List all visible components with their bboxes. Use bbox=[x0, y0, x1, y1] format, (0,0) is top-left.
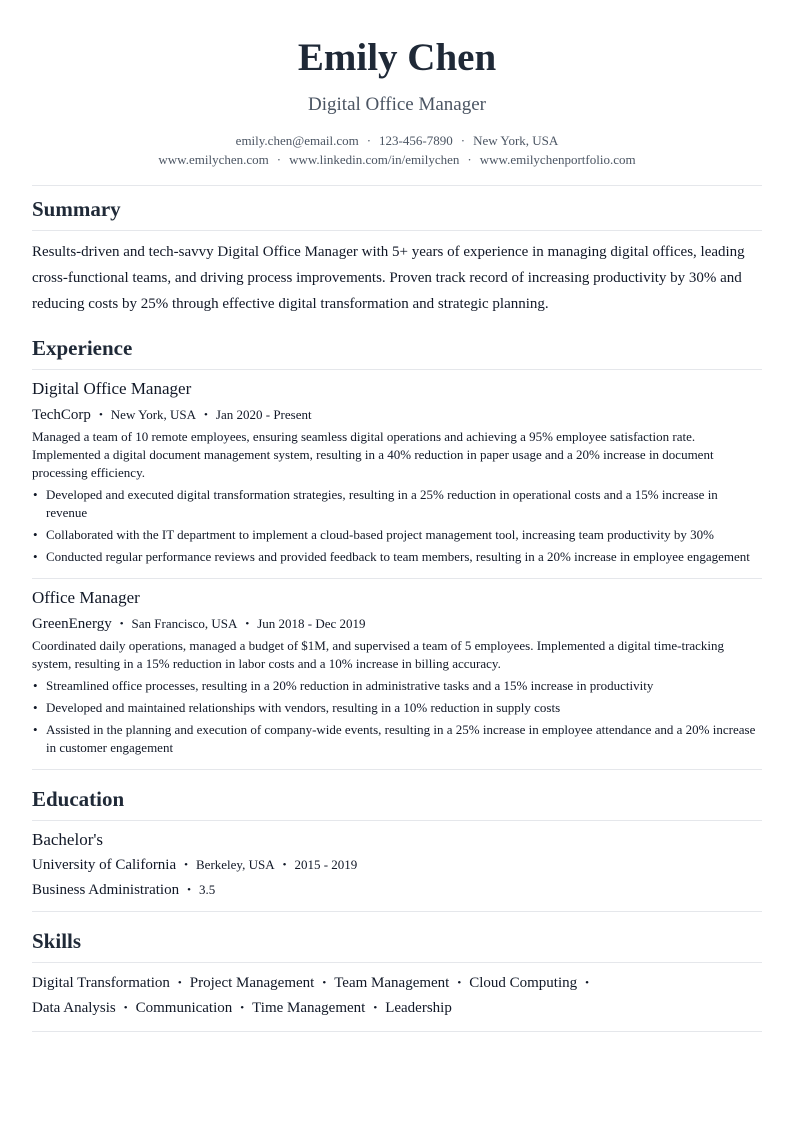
job-location: New York, USA bbox=[110, 407, 197, 422]
skills-heading: Skills bbox=[32, 929, 82, 953]
job-achievements bbox=[32, 677, 762, 757]
divider bbox=[32, 1031, 762, 1032]
bullet-dot: • bbox=[98, 409, 103, 421]
skill-item: Digital Transformation bbox=[32, 975, 170, 991]
list-item-text: Developed and executed digital transformation strategies, resulting in a 25% reduction in operational costs and a 15% increase in revenue bbox=[46, 487, 718, 520]
job-description: Coordinated daily operations, managed a budget of $1M, and supervised a team of 5 employees. Implemented a digital time-tracking system, resulting in a 15% reduction in labor costs and a 10% increase in billing accuracy. bbox=[32, 638, 725, 671]
skills-section-head bbox=[32, 912, 762, 962]
bullet-dot: • bbox=[33, 722, 38, 737]
education-entry bbox=[32, 821, 762, 911]
divider bbox=[32, 230, 762, 231]
list-item bbox=[32, 721, 762, 757]
bullet-dot: • bbox=[33, 700, 38, 715]
job-entry-techcorp bbox=[32, 370, 762, 578]
field-line bbox=[32, 879, 762, 901]
bullet-dot: • bbox=[204, 409, 208, 421]
list-item-text: Developed and maintained relationships with vendors, resulting in a 10% reduction in supply costs bbox=[46, 700, 561, 715]
bullet-dot: • bbox=[585, 977, 589, 989]
degree: Bachelor's bbox=[32, 830, 104, 849]
bullet-dot: • bbox=[33, 549, 38, 564]
bullet-dot: • bbox=[33, 527, 38, 542]
job-dates: Jun 2018 - Dec 2019 bbox=[257, 616, 366, 631]
website-link[interactable]: www.emilychen.com bbox=[158, 152, 269, 167]
bullet-dot: • bbox=[373, 1002, 378, 1014]
experience-heading: Experience bbox=[32, 336, 133, 360]
school-years: 2015 - 2019 bbox=[294, 857, 358, 872]
skill-item: Time Management bbox=[252, 1000, 366, 1016]
summary-heading: Summary bbox=[32, 197, 121, 221]
contact-line-1 bbox=[32, 131, 762, 150]
bullet-dot: • bbox=[282, 859, 287, 871]
list-item-text: Conducted regular performance reviews and provided feedback to team members, resulting in a 20% increase in employee engagement bbox=[46, 549, 750, 564]
experience-section-head bbox=[32, 325, 762, 369]
education-section-head bbox=[32, 770, 762, 820]
candidate-name: Emily Chen bbox=[297, 36, 497, 79]
separator: · bbox=[467, 152, 472, 167]
job-dates: Jan 2020 - Present bbox=[215, 407, 312, 422]
job-description: Managed a team of 10 remote employees, ensuring seamless digital operations and achieving a 95% employee satisfaction rate. Implemented a digital document management system, resulting in a 40% reduction in paper usage and a 20% increase in document processing efficiency. bbox=[32, 429, 714, 480]
skills-row-2 bbox=[32, 996, 762, 1021]
job-title: Digital Office Manager bbox=[32, 379, 192, 398]
bullet-dot: • bbox=[184, 859, 188, 871]
list-item bbox=[32, 677, 762, 695]
bullet-dot: • bbox=[457, 977, 462, 989]
job-title: Office Manager bbox=[32, 588, 140, 607]
gpa: 3.5 bbox=[198, 882, 216, 897]
bullet-dot: • bbox=[33, 487, 38, 502]
bullet-dot: • bbox=[119, 618, 124, 630]
job-location: San Francisco, USA bbox=[131, 616, 238, 631]
list-item bbox=[32, 486, 762, 522]
contact-line-2 bbox=[32, 150, 762, 169]
separator: · bbox=[276, 152, 282, 167]
field-of-study: Business Administration bbox=[32, 882, 180, 898]
list-item-text: Streamlined office processes, resulting in a 20% reduction in administrative tasks and a 15% increase in productivity bbox=[46, 678, 654, 693]
company-name: GreenEnergy bbox=[32, 616, 112, 632]
job-entry-greenenergy bbox=[32, 579, 762, 769]
skill-item: Cloud Computing bbox=[469, 975, 578, 991]
list-item bbox=[32, 699, 762, 717]
location: New York, USA bbox=[473, 133, 559, 148]
portfolio-link[interactable]: www.emilychenportfolio.com bbox=[479, 152, 636, 167]
linkedin-link[interactable]: www.linkedin.com/in/emilychen bbox=[289, 152, 460, 167]
bullet-dot: • bbox=[123, 1002, 128, 1014]
separator: · bbox=[460, 133, 466, 148]
list-item bbox=[32, 526, 762, 544]
bullet-dot: • bbox=[33, 678, 38, 693]
school-name: University of California bbox=[32, 857, 177, 873]
bullet-dot: • bbox=[245, 618, 250, 630]
skill-item: Communication bbox=[135, 1000, 233, 1016]
summary-text: Results-driven and tech-savvy Digital Office Manager with 5+ years of experience in managing digital offices, leading cross-functional teams, and driving process improvements. Proven track record of increasing productivity by 30% and reducing costs by 25% through effective digital transformation and strategic planning. bbox=[32, 244, 745, 312]
summary-section-head bbox=[32, 186, 762, 230]
skill-item: Team Management bbox=[334, 975, 450, 991]
job-meta bbox=[32, 613, 762, 635]
job-meta bbox=[32, 404, 762, 426]
company-name: TechCorp bbox=[32, 407, 91, 423]
skill-item: Data Analysis bbox=[32, 1000, 116, 1016]
bullet-dot: • bbox=[322, 977, 327, 989]
phone-number: 123-456-7890 bbox=[379, 133, 453, 148]
list-item bbox=[32, 548, 762, 566]
resume-header bbox=[32, 0, 762, 169]
separator: · bbox=[366, 133, 372, 148]
education-heading: Education bbox=[32, 787, 125, 811]
school-location: Berkeley, USA bbox=[196, 857, 275, 872]
bullet-dot: • bbox=[187, 884, 191, 896]
candidate-title: Digital Office Manager bbox=[308, 94, 486, 115]
school-line bbox=[32, 854, 762, 876]
skills-row-1 bbox=[32, 971, 762, 996]
bullet-dot: • bbox=[177, 977, 182, 989]
list-item-text: Assisted in the planning and execution of company-wide events, resulting in a 25% increase in employee attendance and a 20% increase in customer engagement bbox=[46, 722, 756, 755]
skills-list bbox=[32, 963, 762, 1031]
job-achievements bbox=[32, 486, 762, 566]
skill-item: Project Management bbox=[189, 975, 315, 991]
skill-item: Leadership bbox=[385, 1000, 452, 1016]
bullet-dot: • bbox=[240, 1002, 245, 1014]
list-item-text: Collaborated with the IT department to implement a cloud-based project management tool, increasing team productivity by 30% bbox=[46, 527, 714, 542]
email-link[interactable]: emily.chen@email.com bbox=[235, 133, 359, 148]
